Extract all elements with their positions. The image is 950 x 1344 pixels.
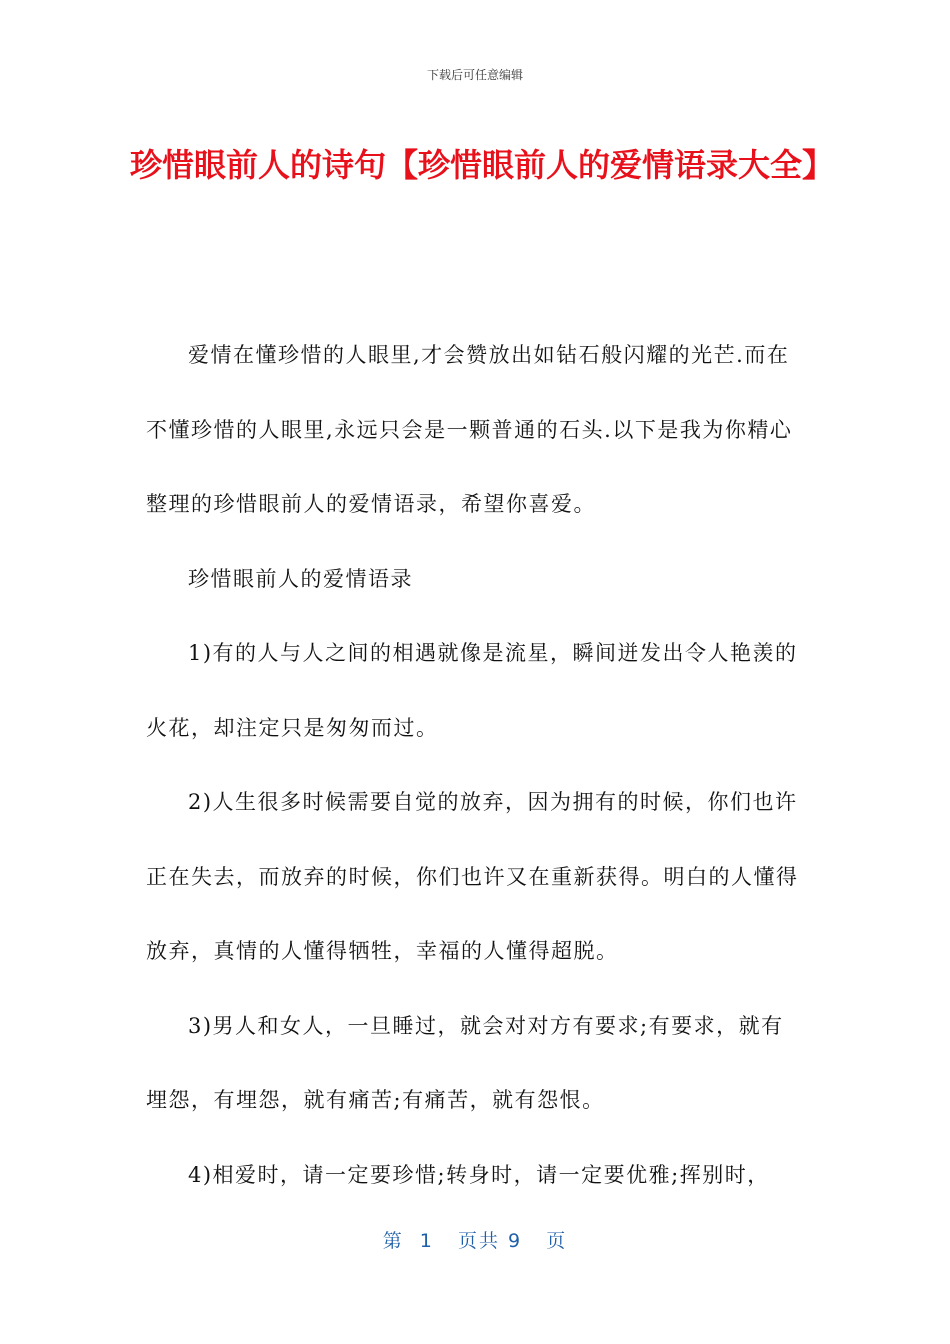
page-number-footer: 第 1 页共 9 页 [382,1230,568,1252]
quote-paragraph-2: 2)人生很多时候需要自觉的放弃，因为拥有的时候，你们也许正在失去，而放弃的时候，你们也许又在重新获得。明白的人懂得放弃，真情的人懂得牺牲，幸福的人懂得超脱。 [146,790,799,963]
document-title: 珍惜眼前人的诗句【珍惜眼前人的爱情语录大全】 [130,146,835,184]
header-note: 下载后可任意编辑 [426,68,523,82]
document-body [146,318,806,1212]
intro-paragraph: 爱情在懂珍惜的人眼里,才会赞放出如钻石般闪耀的光芒.而在不懂珍惜的人眼里,永远只会是一颗普通的石头.以下是我为你精心整理的珍惜眼前人的爱情语录，希望你喜爱。 [146,343,793,516]
section-heading: 珍惜眼前人的爱情语录 [188,566,413,591]
quote-paragraph-4: 4)相爱时，请一定要珍惜;转身时，请一定要优雅;挥别时， [188,1162,770,1187]
quote-paragraph-3: 3)男人和女人，一旦睡过，就会对对方有要求;有要求，就有埋怨，有埋怨，就有痛苦;有痛苦，就有怨恨。 [146,1013,784,1112]
quote-paragraph-1: 1)有的人与人之间的相遇就像是流星，瞬间迸发出令人艳羡的火花，却注定只是匆匆而过。 [146,641,798,740]
